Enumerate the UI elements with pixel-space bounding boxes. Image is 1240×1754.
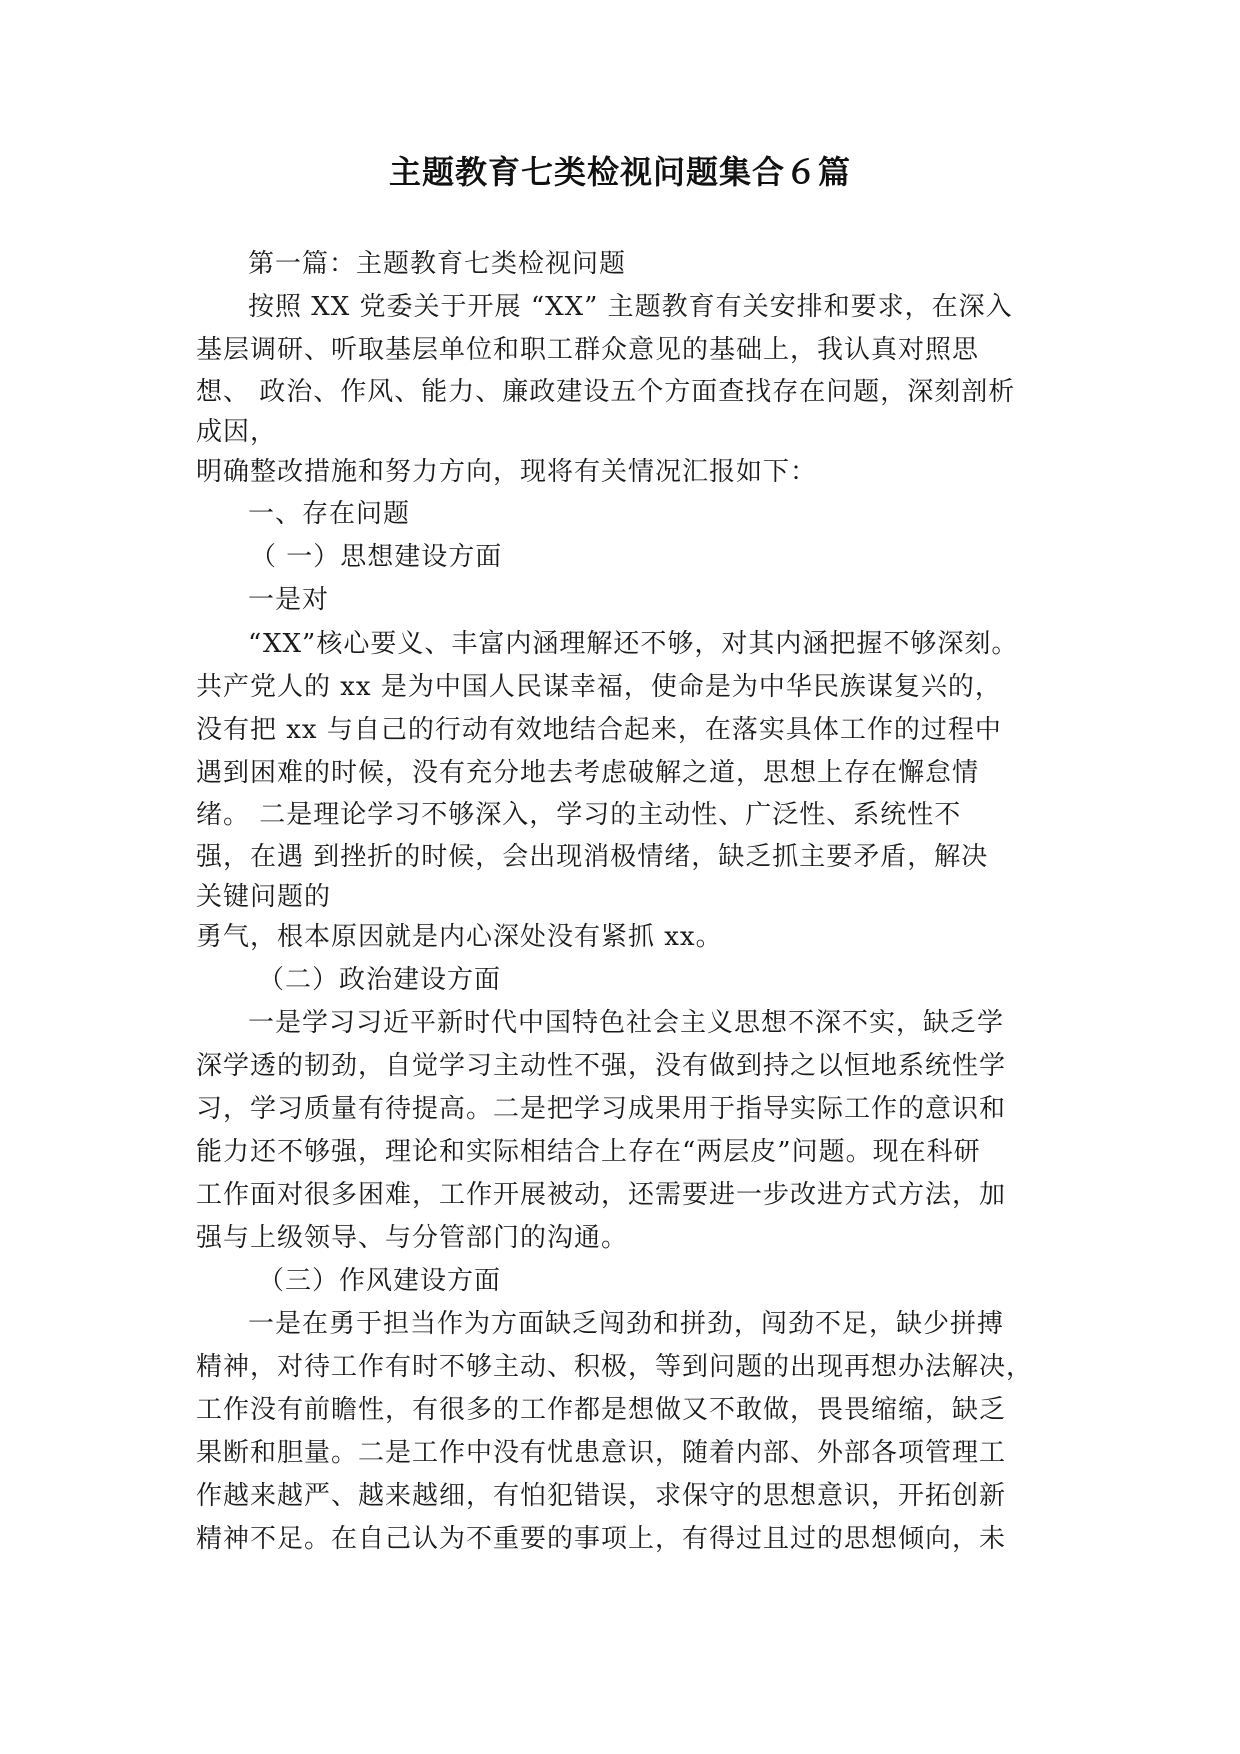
paragraph-line: 没有把 xx 与自己的行动有效地结合起来，在落实具体工作的过程中 bbox=[196, 715, 1002, 745]
paragraph-line: 基层调研、听取基层单位和职工群众意见的基础上，我认真对照思 bbox=[196, 335, 980, 365]
paragraph-line: 果断和胆量。二是工作中没有忧患意识，随着内部、外部各项管理工 bbox=[196, 1438, 1007, 1468]
paragraph-line: 工作没有前瞻性，有很多的工作都是想做又不敢做，畏畏缩缩，缺乏 bbox=[196, 1395, 1007, 1425]
section-heading-part-one: 第一篇：主题教育七类检视问题 bbox=[248, 249, 627, 279]
paragraph-line: 想、 政治、作风、能力、廉政建设五个方面查找存在问题，深刻剖析 bbox=[196, 377, 1016, 407]
paragraph-line: 强，在遇 到挫折的时候，会出现消极情绪，缺乏抓主要矛盾，解决 bbox=[196, 842, 989, 872]
paragraph-line: “XX”核心要义、丰富内涵理解还不够，对其内涵把握不够深刻。 bbox=[248, 629, 1019, 659]
paragraph-line: 遇到困难的时候，没有充分地去考虑破解之道，思想上存在懈怠情 bbox=[196, 758, 980, 788]
paragraph-line: 习，学习质量有待提高。二是把学习成果用于指导实际工作的意识和 bbox=[196, 1094, 1007, 1124]
section-heading-problems: 一、存在问题 bbox=[248, 499, 411, 529]
paragraph-line: 精神不足。在自己认为不重要的事项上，有得过且过的思想倾向，未 bbox=[196, 1524, 1007, 1554]
paragraph-line: 强与上级领导、与分管部门的沟通。 bbox=[196, 1223, 629, 1253]
paragraph-line: 一是学习习近平新时代中国特色社会主义思想不深不实，缺乏学 bbox=[248, 1008, 1005, 1038]
subsection-heading-style: （三）作风建设方面 bbox=[258, 1266, 502, 1296]
paragraph-line: 一是对 bbox=[248, 585, 330, 615]
paragraph-line: 按照 XX 党委关于开展 “XX” 主题教育有关安排和要求，在深入 bbox=[248, 292, 1013, 322]
paragraph-line: 深学透的韧劲，自觉学习主动性不强，没有做到持之以恒地系统性学 bbox=[196, 1051, 1007, 1081]
paragraph-line: 勇气，根本原因就是内心深处没有紧抓 xx。 bbox=[196, 922, 723, 952]
paragraph-line: 成因， bbox=[196, 417, 278, 447]
paragraph-line: 一是在勇于担当作为方面缺乏闯劲和拼劲，闯劲不足，缺少拼搏 bbox=[248, 1309, 1005, 1339]
paragraph-line: 能力还不够强，理论和实际相结合上存在“两层皮”问题。现在科研 bbox=[196, 1137, 981, 1167]
document-title: 主题教育七类检视问题集合６篇 bbox=[388, 153, 851, 191]
paragraph-line: 关键问题的 bbox=[196, 882, 332, 912]
subsection-heading-politics: （二）政治建设方面 bbox=[258, 965, 502, 995]
subsection-heading-thought: （ 一）思想建设方面 bbox=[250, 542, 503, 572]
paragraph-line: 共产党人的 xx 是为中国人民谋幸福，使命是为中华民族谋复兴的， bbox=[196, 672, 1002, 702]
paragraph-line: 明确整改措施和努力方向，现将有关情况汇报如下： bbox=[196, 457, 818, 487]
paragraph-line: 工作面对很多困难，工作开展被动，还需要进一步改进方式方法，加 bbox=[196, 1180, 1007, 1210]
paragraph-line: 作越来越严、越来越细，有怕犯错误，求保守的思想意识，开拓创新 bbox=[196, 1481, 1007, 1511]
paragraph-line: 精神，对待工作有时不够主动、积极，等到问题的出现再想办法解决， bbox=[196, 1352, 1034, 1382]
paragraph-line: 绪。 二是理论学习不够深入，学习的主动性、广泛性、系统性不 bbox=[196, 800, 962, 830]
